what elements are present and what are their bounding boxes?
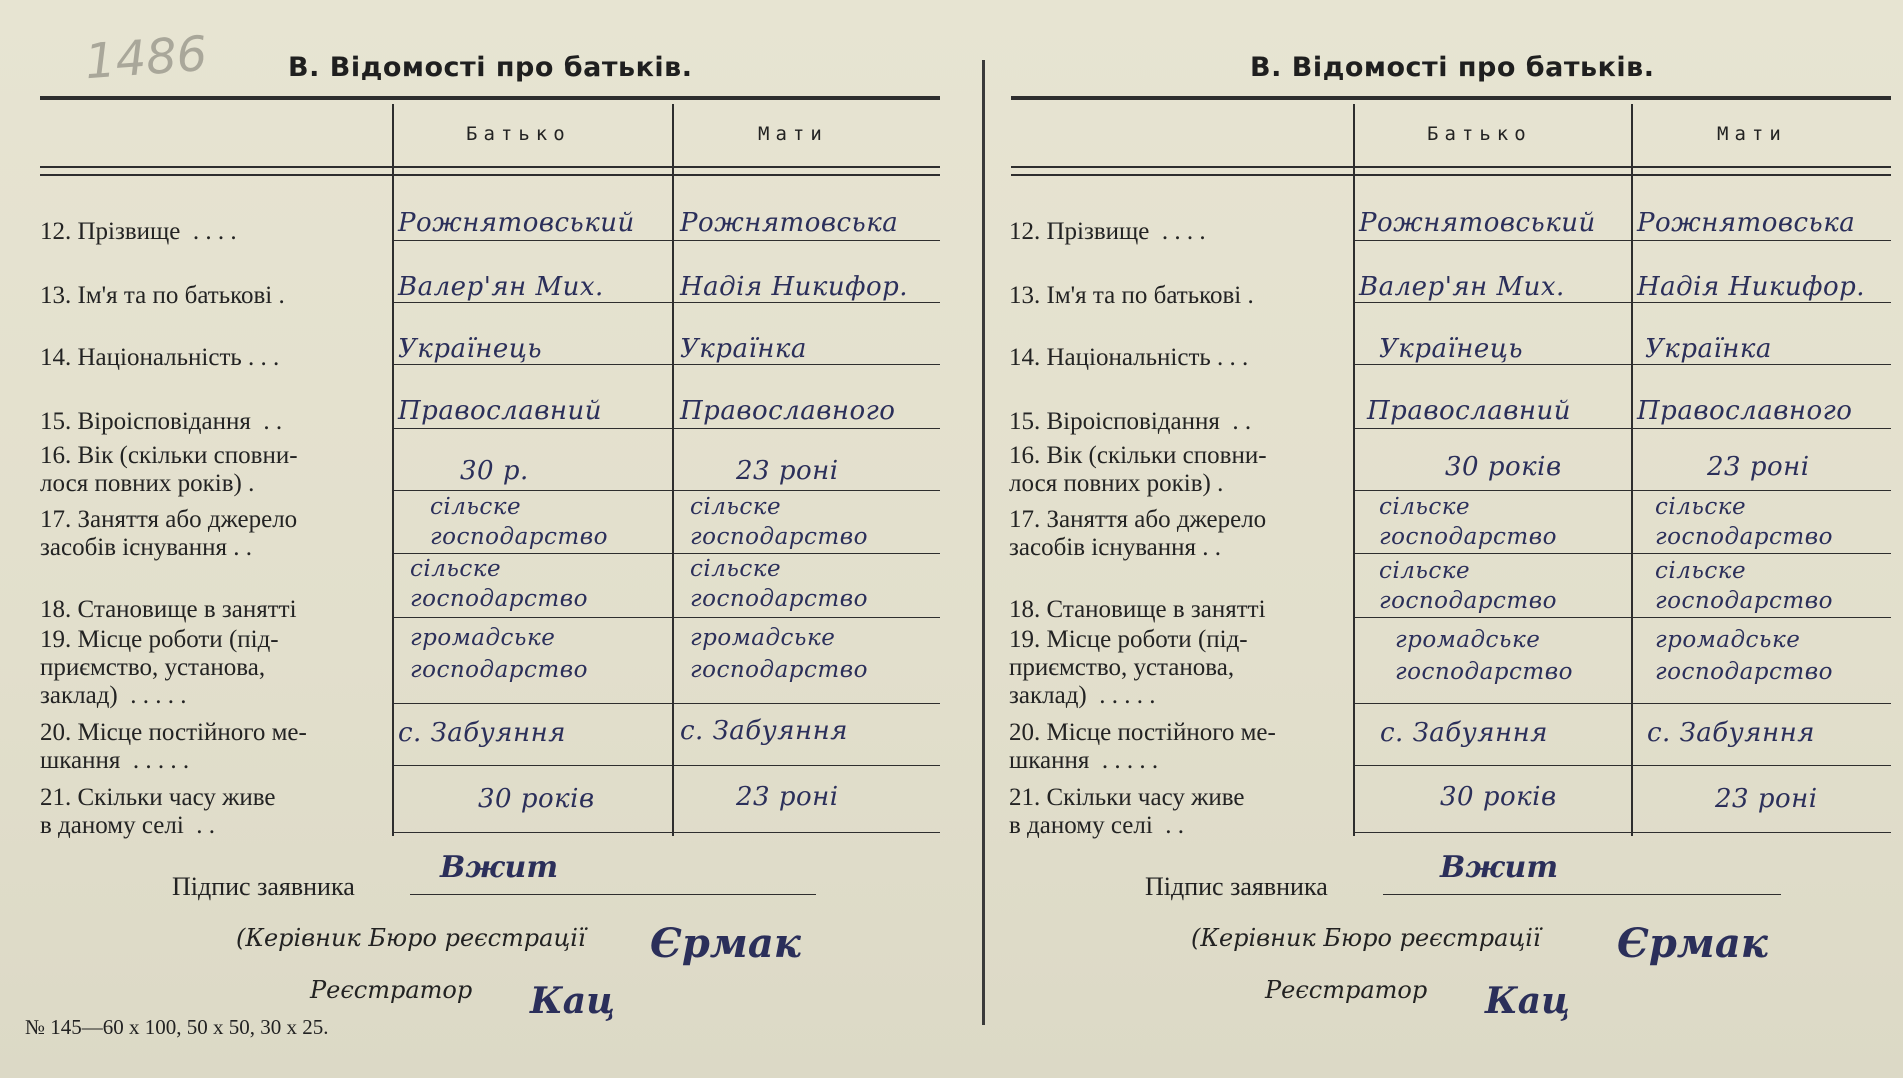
field-line xyxy=(394,765,940,766)
mother-surname: Рожнятовська xyxy=(680,208,899,238)
field-line xyxy=(394,490,940,491)
column-header-mother: Мати xyxy=(1717,123,1787,145)
father-occupation: сільске господарство xyxy=(430,494,608,550)
father-religion: Православний xyxy=(1367,396,1571,426)
field-line xyxy=(1355,490,1891,491)
row-label-14: 14. Національність . . . xyxy=(40,344,280,371)
mother-workplace: громадське господарство xyxy=(690,625,868,683)
row-label-15: 15. Віроісповідання . . xyxy=(1009,408,1252,435)
father-residence-years: 30 років xyxy=(1440,782,1557,812)
rule xyxy=(1011,174,1891,176)
column-rule xyxy=(672,104,674,836)
mother-position: сільске господарство xyxy=(1655,558,1833,614)
field-line xyxy=(394,302,940,303)
bureau-head-signature: Єрмак xyxy=(1617,920,1768,967)
mother-occupation: сільске господарство xyxy=(690,494,868,550)
mother-religion: Православного xyxy=(680,396,896,426)
column-rule xyxy=(1631,104,1633,836)
field-line xyxy=(1355,617,1891,618)
row-label-19: 19. Місце роботи (під- приємство, установа, заклад) . . . . . xyxy=(1009,626,1248,709)
row-label-14: 14. Національність . . . xyxy=(1009,344,1249,371)
mother-occupation: сільске господарство xyxy=(1655,494,1833,550)
mother-religion: Православного xyxy=(1637,396,1853,426)
rule xyxy=(40,96,940,100)
field-line xyxy=(1355,364,1891,365)
field-line xyxy=(394,617,940,618)
father-occupation: сільске господарство xyxy=(1379,494,1557,550)
column-rule xyxy=(1353,104,1355,836)
row-label-19: 19. Місце роботи (під- приємство, установа, заклад) . . . . . xyxy=(40,626,279,709)
row-label-20: 20. Місце постійного ме- шкання . . . . . xyxy=(40,719,307,774)
father-nationality: Українець xyxy=(398,334,543,364)
bureau-head-label: (Керівник Бюро реєстрації xyxy=(236,924,586,952)
field-line xyxy=(394,703,940,704)
rule xyxy=(40,174,940,176)
field-line xyxy=(1355,553,1891,554)
row-label-21: 21. Скільки часу живе в даному селі . . xyxy=(1009,784,1245,839)
rule xyxy=(1011,166,1891,168)
mother-age: 23 роні xyxy=(736,456,839,486)
mother-position: сільске господарство xyxy=(690,556,868,612)
father-name: Валер'ян Мих. xyxy=(398,272,604,302)
applicant-signature-label: Підпис заявника xyxy=(1145,872,1328,901)
mother-surname: Рожнятовська xyxy=(1637,208,1856,238)
field-line xyxy=(1355,832,1891,833)
registrar-signature: Кац xyxy=(530,980,615,1022)
column-header-father: Батько xyxy=(1427,123,1532,145)
row-label-18: 18. Становище в занятті xyxy=(40,596,297,623)
panel-title: В. Відомості про батьків. xyxy=(1250,52,1655,83)
row-label-17: 17. Заняття або джерело засобів існування . . xyxy=(40,506,298,561)
column-rule xyxy=(392,104,394,836)
column-header-father: Батько xyxy=(466,123,571,145)
row-label-21: 21. Скільки часу живе в даному селі . . xyxy=(40,784,276,839)
field-line xyxy=(394,428,940,429)
father-position: сільске господарство xyxy=(410,556,588,612)
archive-number: 1486 xyxy=(83,25,209,91)
column-header-mother: Мати xyxy=(758,123,828,145)
father-age: 30 років xyxy=(1445,452,1562,482)
field-line xyxy=(1355,703,1891,704)
mother-workplace: громадське господарство xyxy=(1655,627,1833,685)
registrar-signature: Кац xyxy=(1485,980,1570,1022)
father-name: Валер'ян Мих. xyxy=(1359,272,1565,302)
row-label-13: 13. Ім'я та по батькові . xyxy=(1009,282,1254,309)
registrar-label: Реєстратор xyxy=(1265,976,1428,1004)
panel-right xyxy=(985,0,1903,1078)
applicant-signature-label: Підпис заявника xyxy=(172,872,355,901)
mother-residence: с. Забуяння xyxy=(1647,718,1815,748)
rule xyxy=(40,166,940,168)
father-surname: Рожнятовський xyxy=(398,208,635,238)
father-position: сільске господарство xyxy=(1379,558,1557,614)
panel-title: В. Відомості про батьків. xyxy=(288,52,693,83)
row-label-17: 17. Заняття або джерело засобів існування . . xyxy=(1009,506,1267,561)
row-label-18: 18. Становище в занятті xyxy=(1009,596,1266,623)
father-residence: с. Забуяння xyxy=(1380,718,1548,748)
signature-line xyxy=(410,894,816,895)
row-label-13: 13. Ім'я та по батькові . xyxy=(40,282,285,309)
father-workplace: громадське господарство xyxy=(1395,627,1573,685)
applicant-signature: Вжит xyxy=(440,850,559,885)
rule xyxy=(1011,96,1891,100)
mother-residence: с. Забуяння xyxy=(680,716,848,746)
field-line xyxy=(394,240,940,241)
mother-nationality: Українка xyxy=(1645,334,1772,364)
field-line xyxy=(1355,765,1891,766)
form-footnote: № 145—60 х 100, 50 х 50, 30 х 25. xyxy=(25,1015,329,1039)
registrar-label: Реєстратор xyxy=(310,976,473,1004)
field-line xyxy=(1355,428,1891,429)
signature-line xyxy=(1383,894,1781,895)
father-residence: с. Забуяння xyxy=(398,718,566,748)
row-label-20: 20. Місце постійного ме- шкання . . . . . xyxy=(1009,719,1276,774)
mother-age: 23 роні xyxy=(1707,452,1810,482)
applicant-signature: Вжит xyxy=(1440,850,1559,885)
mother-nationality: Українка xyxy=(680,334,807,364)
father-surname: Рожнятовський xyxy=(1359,208,1596,238)
mother-name: Надія Никифор. xyxy=(1637,272,1866,302)
row-label-16: 16. Вік (скільки сповни- лося повних років) . xyxy=(1009,442,1267,497)
father-religion: Православний xyxy=(398,396,602,426)
bureau-head-label: (Керівник Бюро реєстрації xyxy=(1191,924,1541,952)
field-line xyxy=(1355,240,1891,241)
field-line xyxy=(394,832,940,833)
father-age: 30 р. xyxy=(460,456,529,486)
mother-residence-years: 23 роні xyxy=(736,782,839,812)
father-workplace: громадське господарство xyxy=(410,625,588,683)
bureau-head-signature: Єрмак xyxy=(650,920,801,967)
mother-residence-years: 23 роні xyxy=(1715,784,1818,814)
father-nationality: Українець xyxy=(1379,334,1524,364)
mother-name: Надія Никифор. xyxy=(680,272,909,302)
father-residence-years: 30 років xyxy=(478,784,595,814)
field-line xyxy=(394,364,940,365)
row-label-12: 12. Прізвище . . . . xyxy=(40,218,237,245)
row-label-12: 12. Прізвище . . . . xyxy=(1009,218,1206,245)
row-label-16: 16. Вік (скільки сповни- лося повних років) . xyxy=(40,442,298,497)
row-label-15: 15. Віроісповідання . . xyxy=(40,408,283,435)
field-line xyxy=(1355,302,1891,303)
